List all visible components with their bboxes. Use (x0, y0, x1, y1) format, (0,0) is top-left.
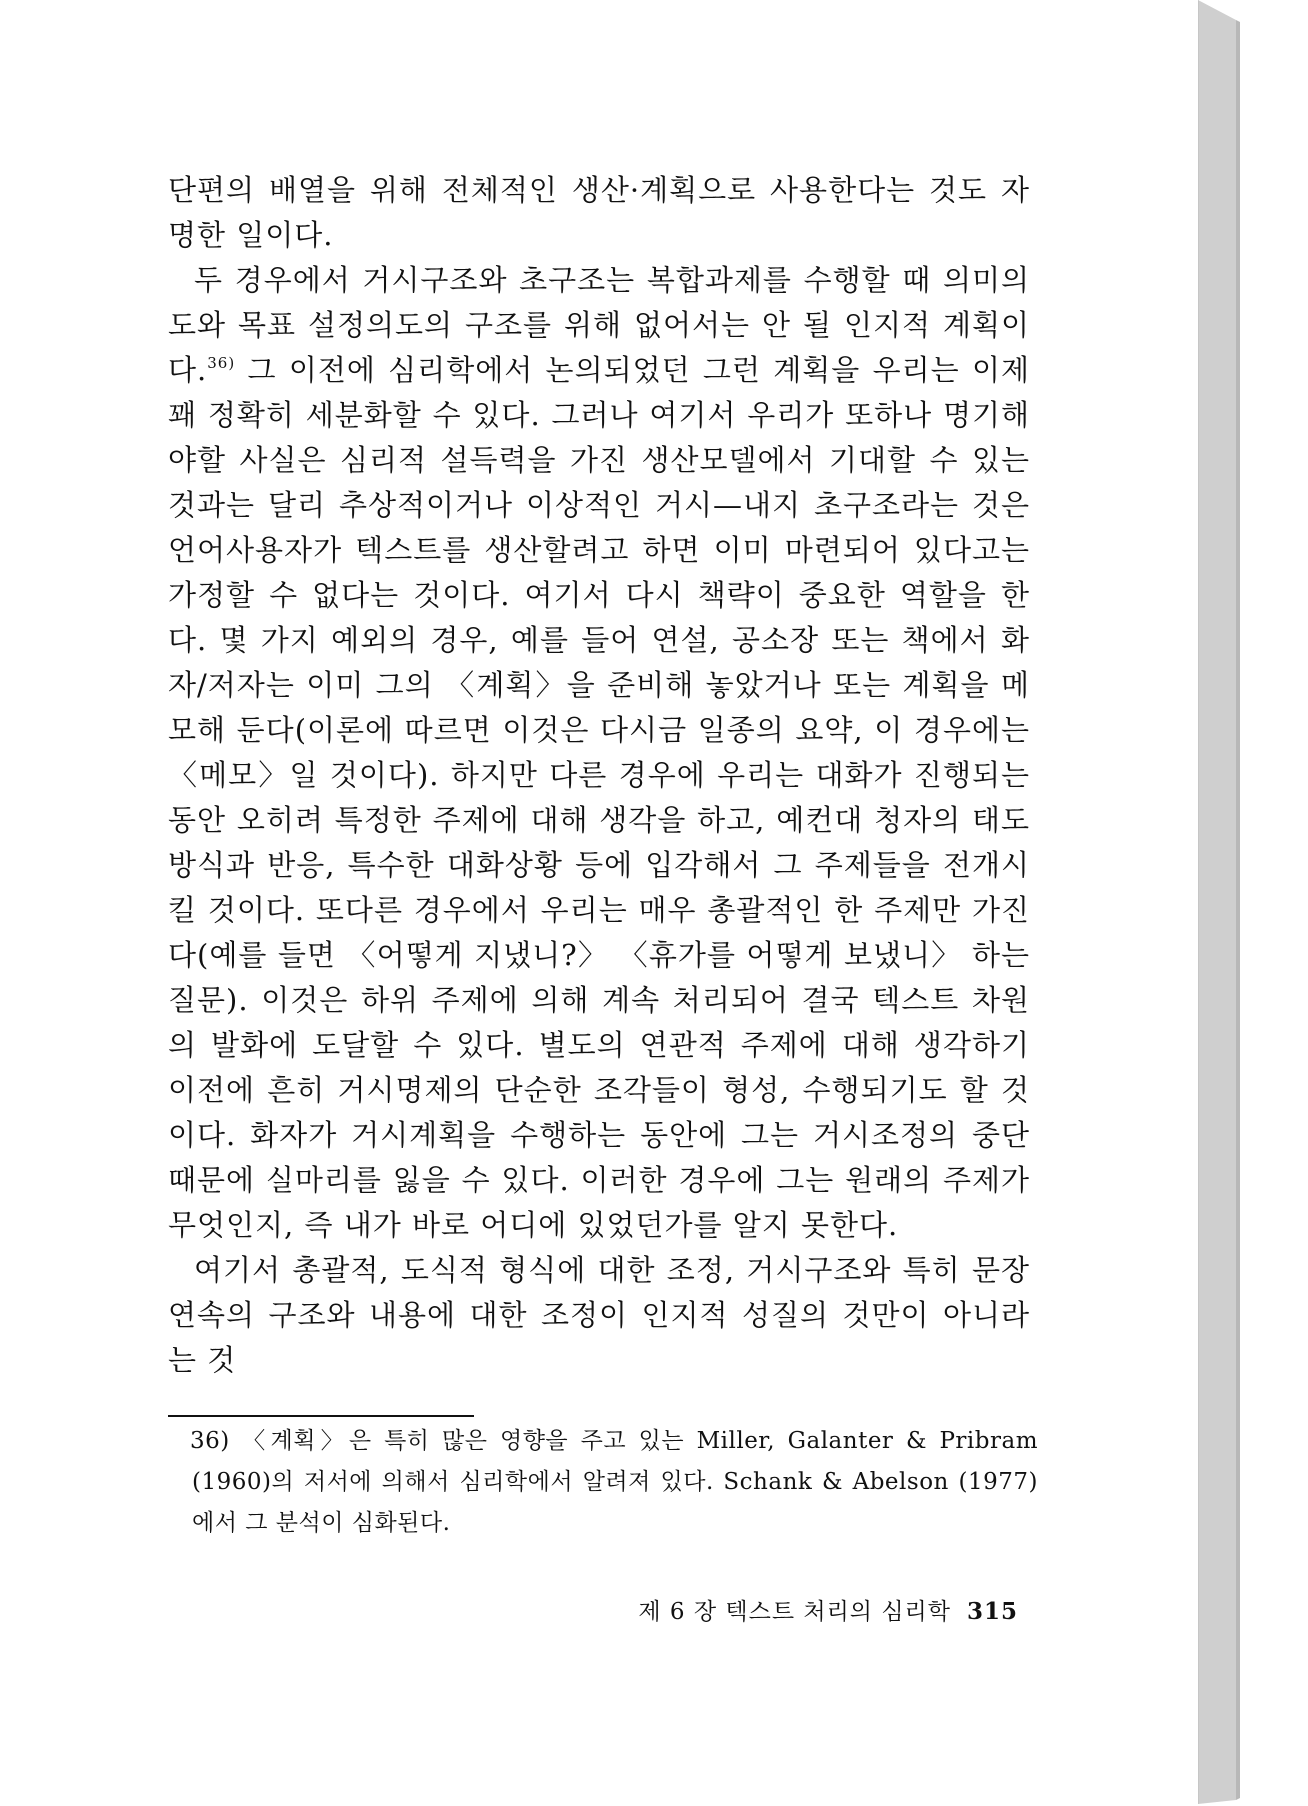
footnote-divider (168, 1415, 474, 1417)
footnote (192, 1421, 1038, 1544)
paragraph-1-text: 단편의 배열을 위해 전체적인 생산·계획으로 사용한다는 것도 자명한 일이다. (168, 173, 1030, 252)
footnote-number: 36) (190, 1428, 230, 1454)
page-footer (600, 1593, 1018, 1626)
paragraph-2-text: 두 경우에서 거시구조와 초구조는 복합과제를 수행할 때 의미의도와 목표 설정의도의 구조를 위해 없어서는 안 될 인지적 계획이다. (168, 263, 1030, 387)
paragraph-1 (168, 168, 1030, 258)
paragraph-3-text: 여기서 총괄적, 도식적 형식에 대한 조정, 거시구조와 특히 문장연속의 구조와 내용에 대한 조정이 인지적 성질의 것만이 아니라는 것 (168, 1253, 1030, 1377)
running-head: 제 6 장 텍스트 처리의 심리학 (638, 1599, 951, 1625)
footnote-text: 〈계획〉은 특히 많은 영향을 주고 있는 Miller, Galanter & Pribram (1960)의 저서에 의해서 심리학에서 알려져 있다. Schank & Abelson (1977)에서 그 분석이 심화된다. (192, 1428, 1039, 1536)
body-text (168, 168, 1030, 1383)
footnote-marker[interactable]: 36) (207, 354, 236, 372)
paragraph-3 (168, 1248, 1030, 1383)
paragraph-2-continuation: 그 이전에 심리학에서 논의되었던 그런 계획을 우리는 이제 꽤 정확히 세분화할 수 있다. 그러나 여기서 우리가 또하나 명기해야할 사실은 심리적 설득력을 가진 생산모델에서 기대할 수 있는 것과는 달리 추상적이거나 이상적인 거시—내지 초구조라는 것은 언어사용자가 텍스트를 생산할려고 하면 이미 마련되어 있다고는 가정할 수 없다는 것이다. 여기서 다시 책략이 중요한 역할을 한다. 몇 가지 예외의 경우, 예를 들어 연설, 공소장 또는 책에서 화자/저자는 이미 그의 〈계획〉을 준비해 놓았거나 또는 계획을 메모해 둔다(이론에 따르면 이것은 다시금 일종의 요약, 이 경우에는 〈메모〉일 것이다). 하지만 다른 경우에 우리는 대화가 진행되는 동안 오히려 특정한 주제에 대해 생각을 하고, 예컨대 청자의 태도방식과 반응, 특수한 대화상황 등에 입각해서 그 주제들을 전개시킬 것이다. 또다른 경우에서 우리는 매우 총괄적인 한 주제만 가진다(예를 들면 〈어떻게 지냈니?〉 〈휴가를 어떻게 보냈니〉 하는 질문). 이것은 하위 주제에 의해 계속 처리되어 결국 텍스트 차원의 발화에 도달할 수 있다. 별도의 연관적 주제에 대해 생각하기 이전에 흔히 거시명제의 단순한 조각들이 형성, 수행되기도 할 것이다. 화자가 거시계획을 수행하는 동안에 그는 거시조정의 중단 때문에 실마리를 잃을 수 있다. 이러한 경우에 그는 원래의 주제가 무엇인지, 즉 내가 바로 어디에 있었던가를 알지 못한다. (168, 353, 1030, 1242)
page-number: 315 (966, 1598, 1018, 1625)
paragraph-2 (168, 258, 1030, 1248)
